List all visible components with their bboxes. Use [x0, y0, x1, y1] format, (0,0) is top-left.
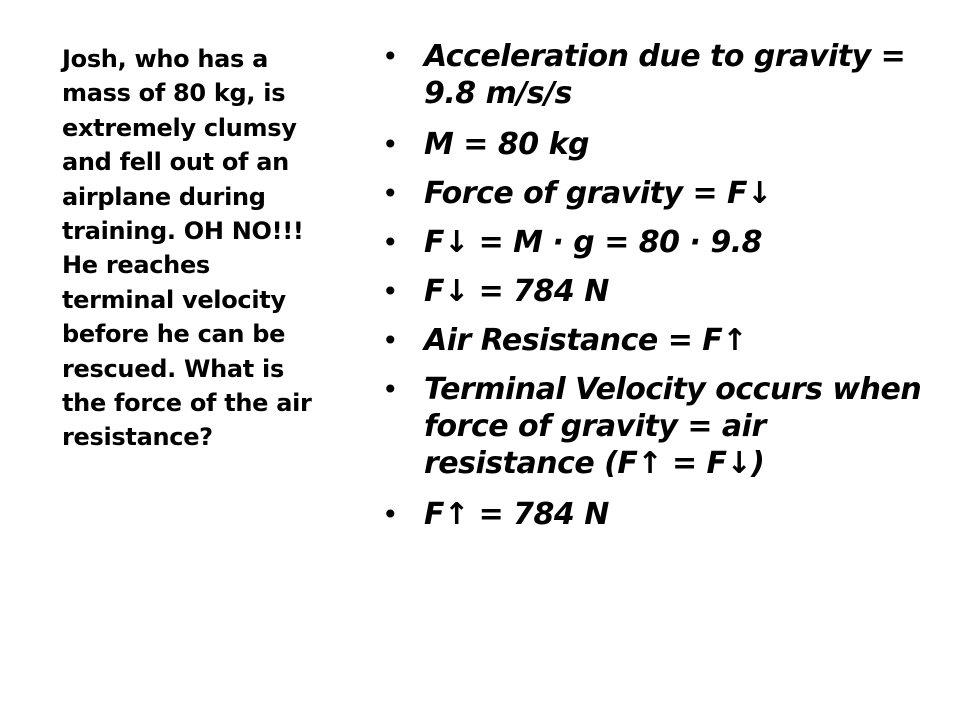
bullet-dot: •	[382, 324, 399, 357]
bullet-dot: •	[382, 128, 399, 161]
bullet-dot: •	[382, 226, 399, 259]
bullet-text: F↓ = M · g = 80 · 9.8	[424, 225, 762, 260]
bullet-dot: •	[382, 177, 399, 210]
bullet-text: Air Resistance = F↑	[424, 323, 747, 358]
bullet-item-gravity-formula	[382, 224, 922, 261]
bullet-item-air-resistance	[382, 322, 922, 359]
bullet-text: F↓ = 784 N	[424, 274, 609, 309]
bullet-item-mass	[382, 126, 922, 163]
bullet-dot: •	[382, 40, 399, 73]
bullet-item-answer	[382, 496, 922, 533]
problem-statement: Josh, who has a mass of 80 kg, is extremely clumsy and fell out of an airplane during training. OH NO!!! He reaches terminal velocity before he can be rescued. What is the force of the air resistance?	[62, 45, 312, 452]
bullet-text: Force of gravity = F↓	[424, 176, 772, 211]
bullet-dot: •	[382, 498, 399, 531]
solution-bullet-list	[382, 38, 922, 545]
bullet-item-acceleration	[382, 38, 922, 112]
bullet-text: M = 80 kg	[424, 127, 589, 162]
bullet-item-terminal-velocity	[382, 371, 922, 482]
bullet-item-force-of-gravity	[382, 175, 922, 212]
bullet-text: Terminal Velocity occurs when force of gravity = air resistance (F↑ = F↓)	[424, 372, 922, 481]
bullet-item-gravity-result	[382, 273, 922, 310]
bullet-dot: •	[382, 275, 399, 308]
bullet-text: F↑ = 784 N	[424, 497, 609, 532]
bullet-dot: •	[382, 373, 399, 406]
bullet-text: Acceleration due to gravity = 9.8 m/s/s	[424, 39, 906, 111]
